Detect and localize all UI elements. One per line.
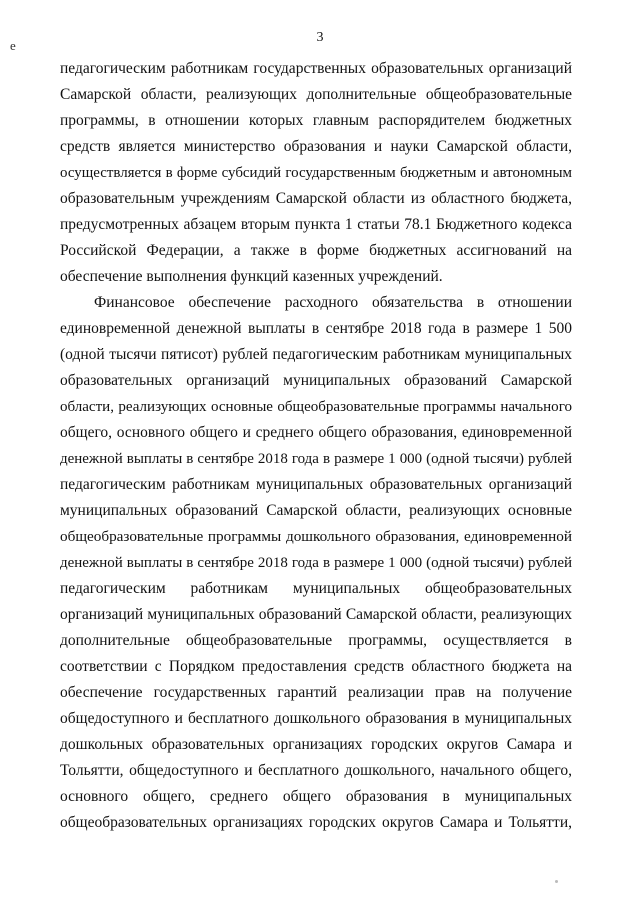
text-line: денежной выплаты в сентябре 2018 года в размере 1 000 (одной тысячи) рублей [60,555,572,571]
text-line: Российской Федерации, а также в форме бюджетных ассигнований на [60,242,572,259]
text-line: Тольятти, общедоступного и бесплатного дошкольного, начального общего, [60,762,572,779]
text-line: предусмотренных абзацем вторым пункта 1 статьи 78.1 Бюджетного кодекса [60,216,572,233]
text-line: области, реализующих основные общеобразовательные программы начального [60,399,572,415]
text-line: дошкольных образовательных организациях городских округов Самара и [60,736,572,753]
text-line: соответствии с Порядком предоставления средств областного бюджета на [60,658,572,675]
text-line: образовательных организаций муниципальных образований Самарской [60,372,572,389]
text-line: программы, в отношении которых главным распорядителем бюджетных [60,112,572,129]
text-line: дополнительные общеобразовательные программы, осуществляется в [60,632,572,649]
text-line: Финансовое обеспечение расходного обязательства в отношении [94,294,572,311]
paragraph-2 [60,290,572,836]
text-line: средств является министерство образования и науки Самарской области, [60,138,572,155]
paragraph-1 [60,56,572,290]
text-line: денежной выплаты в сентябре 2018 года в размере 1 000 (одной тысячи) рублей [60,451,572,467]
text-line: Самарской области, реализующих дополнительные общеобразовательные [60,86,572,103]
text-line: педагогическим работникам муниципальных общеобразовательных [60,580,572,597]
text-line: педагогическим работникам муниципальных образовательных организаций [60,476,572,493]
text-line: (одной тысячи пятисот) рублей педагогическим работникам муниципальных [60,346,572,363]
page-number: 3 [316,30,324,45]
text-line: общеобразовательные программы дошкольного образования, единовременной [60,528,572,545]
text-line: единовременной денежной выплаты в сентябре 2018 года в размере 1 500 [60,320,572,337]
text-line: осуществляется в форме субсидий государственным бюджетным и автономным [60,165,572,181]
text-line: образовательным учреждениям Самарской области из областного бюджета, [60,190,572,207]
scan-dust-speck [555,880,558,883]
text-line: муниципальных образований Самарской области, реализующих основные [60,502,572,519]
text-line: организаций муниципальных образований Самарской области, реализующих [60,606,572,623]
scan-artifact-mark: е [10,38,16,53]
text-line: обеспечение государственных гарантий реализации прав на получение [60,684,572,701]
text-line: общеобразовательных организациях городских округов Самара и Тольятти, [60,814,572,831]
text-line: общего, основного общего и среднего общего образования, единовременной [60,424,572,441]
text-line: основного общего, среднего общего образования в муниципальных [60,788,572,805]
text-line: общедоступного и бесплатного дошкольного образования в муниципальных [60,710,572,727]
text-line: обеспечение выполнения функций казенных учреждений. [60,268,443,285]
text-line: педагогическим работникам государственных образовательных организаций [60,60,572,77]
